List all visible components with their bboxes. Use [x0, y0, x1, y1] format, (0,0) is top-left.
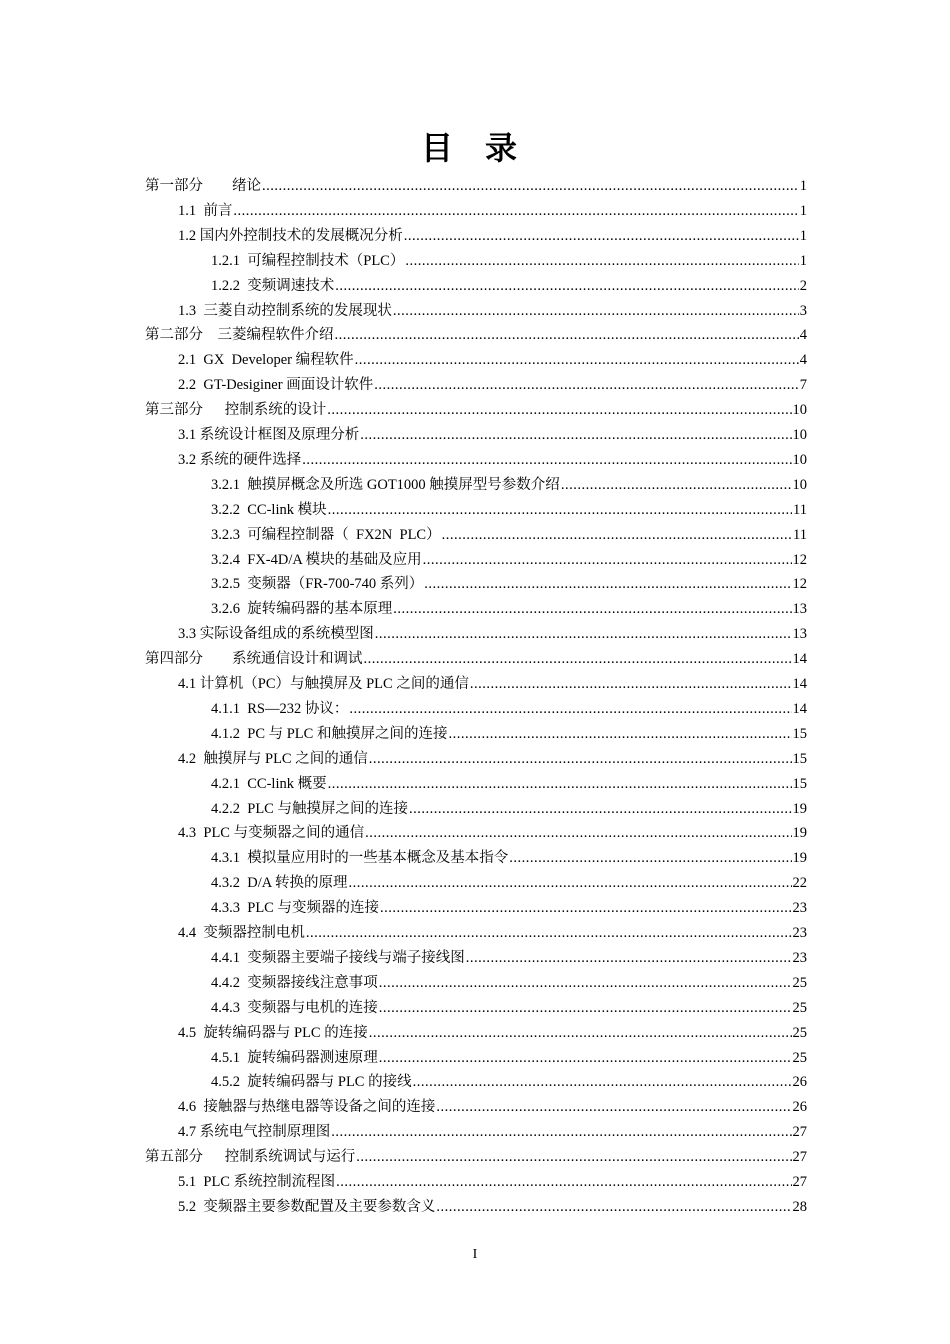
toc-entry[interactable] [211, 871, 807, 896]
toc-entry-page: 28 [792, 1198, 807, 1215]
toc-entry-title: 4.4.1 变频器主要端子接线与端子接线图 [211, 949, 465, 966]
toc-entry-page: 27 [792, 1174, 807, 1190]
toc-entry[interactable] [178, 1021, 807, 1046]
toc-entry[interactable] [211, 946, 807, 971]
toc-entry-title: 3.2.6 旋转编码器的基本原理 [211, 601, 393, 618]
toc-entry-title: 4.1.1 RS—232 协议： [211, 700, 349, 717]
toc-entry-title: 3.3 实际设备组成的系统模型图 [178, 626, 374, 643]
toc-entry-page: 23 [792, 949, 807, 966]
toc-dot-leader [380, 896, 792, 921]
toc-dot-leader [413, 1070, 792, 1095]
toc-entry[interactable] [178, 299, 807, 324]
toc-entry-page: 1 [799, 202, 807, 219]
toc-entry[interactable] [211, 498, 807, 523]
toc-entry-page: 2 [799, 277, 807, 294]
toc-title: 目 录 [420, 130, 529, 166]
toc-entry[interactable] [211, 274, 807, 299]
toc-entry[interactable] [178, 622, 807, 647]
toc-entry-title: 2.2 GT-Desiginer 画面设计软件 [178, 377, 374, 394]
toc-entry-page: 14 [792, 676, 807, 692]
toc-dot-leader [375, 622, 792, 647]
toc-entry[interactable] [178, 448, 807, 473]
toc-entry[interactable] [145, 1145, 807, 1170]
toc-entry-page: 19 [792, 825, 807, 842]
toc-entry[interactable] [178, 348, 807, 373]
toc-entry[interactable] [145, 174, 807, 199]
toc-dot-leader [409, 797, 792, 822]
toc-entry[interactable] [145, 323, 807, 348]
toc-entry-title: 4.3.2 D/A 转换的原理 [211, 875, 348, 892]
toc-entry-page: 27 [792, 1149, 807, 1166]
toc-entry-page: 10 [792, 427, 807, 443]
toc-dot-leader [306, 921, 792, 946]
toc-entry-page: 10 [792, 451, 807, 468]
toc-dot-leader [393, 597, 791, 622]
toc-entry-title: 2.1 GX Developer 编程软件 [178, 352, 354, 369]
toc-entry-page: 15 [792, 775, 807, 792]
toc-entry-page: 7 [799, 377, 807, 394]
toc-dot-leader [404, 224, 799, 249]
toc-entry-title: 4.2.1 CC-link 概要 [211, 775, 327, 792]
toc-dot-leader [328, 772, 792, 797]
toc-entry[interactable] [145, 647, 807, 672]
toc-entry[interactable] [211, 249, 807, 274]
toc-dot-leader [331, 1120, 791, 1145]
toc-dot-leader [379, 1046, 792, 1071]
toc-dot-leader [379, 996, 792, 1021]
toc-entry[interactable] [178, 672, 807, 697]
toc-entry[interactable] [178, 1195, 807, 1220]
toc-dot-leader [349, 697, 791, 722]
toc-entry-page: 27 [792, 1124, 807, 1141]
toc-entry-title: 4.5 旋转编码器与 PLC 的连接 [178, 1024, 368, 1041]
toc-entry-page: 13 [792, 601, 807, 618]
toc-entry-page: 25 [792, 999, 807, 1016]
toc-dot-leader [374, 373, 799, 398]
toc-dot-leader [360, 423, 791, 448]
toc-entry[interactable] [211, 1070, 807, 1095]
toc-dot-leader [328, 498, 792, 523]
toc-entry[interactable] [178, 747, 807, 772]
page-number-footer: I [472, 1247, 478, 1262]
toc-dot-leader [561, 473, 792, 498]
toc-dot-leader [423, 548, 792, 573]
toc-entry-title: 1.1 前言 [178, 202, 233, 219]
toc-entry-title: 第二部分 三菱编程软件介绍 [145, 327, 334, 344]
toc-entry[interactable] [211, 523, 807, 548]
toc-dot-leader [365, 821, 791, 846]
toc-entry-page: 1 [799, 252, 807, 269]
toc-entry-page: 12 [792, 576, 807, 593]
toc-entry[interactable] [211, 597, 807, 622]
toc-dot-leader [335, 274, 799, 299]
toc-entry-title: 3.2.3 可编程控制器（ FX2N PLC） [211, 526, 441, 543]
toc-entry-title: 4.7 系统电气控制原理图 [178, 1124, 331, 1141]
toc-entry-title: 4.4.3 变频器与电机的连接 [211, 999, 378, 1016]
toc-entry[interactable] [178, 423, 807, 448]
toc-entry[interactable] [211, 996, 807, 1021]
toc-entry-title: 5.1 PLC 系统控制流程图 [178, 1174, 336, 1190]
toc-entry-page: 4 [799, 327, 807, 344]
toc-dot-leader [424, 572, 791, 597]
toc-entry-title: 4.2.2 PLC 与触摸屏之间的连接 [211, 800, 408, 817]
toc-entry[interactable] [211, 846, 807, 871]
toc-entry-title: 1.3 三菱自动控制系统的发展现状 [178, 302, 392, 319]
toc-entry[interactable] [211, 572, 807, 597]
toc-entry-page: 11 [793, 526, 807, 543]
toc-entry-title: 4.1.2 PC 与 PLC 和触摸屏之间的连接 [211, 725, 448, 742]
toc-dot-leader [364, 647, 792, 672]
toc-entry-page: 12 [792, 551, 807, 568]
toc-entry-page: 19 [792, 850, 807, 867]
toc-entry-page: 23 [792, 925, 807, 941]
toc-dot-leader [349, 871, 792, 896]
toc-entry-page: 25 [792, 974, 807, 991]
toc-entry-title: 4.3.3 PLC 与变频器的连接 [211, 900, 379, 917]
toc-entry[interactable] [178, 1170, 807, 1195]
toc-entry-page: 25 [792, 1049, 807, 1066]
toc-entry-title: 3.2.4 FX-4D/A 模块的基础及应用 [211, 551, 422, 568]
toc-dot-leader [302, 448, 791, 473]
toc-entry[interactable] [178, 1095, 807, 1120]
toc-entry-page: 10 [792, 476, 807, 493]
toc-dot-leader [436, 1195, 791, 1220]
toc-dot-leader [355, 348, 799, 373]
toc-entry-title: 3.2 系统的硬件选择 [178, 451, 302, 468]
toc-dot-leader [369, 747, 792, 772]
toc-entry[interactable] [178, 224, 807, 249]
toc-entry[interactable] [211, 896, 807, 921]
toc-dot-leader [509, 846, 791, 871]
toc-entry-page: 3 [799, 302, 807, 319]
toc-entry[interactable] [211, 797, 807, 822]
toc-entry-page: 14 [792, 651, 807, 668]
toc-entry-page: 23 [792, 900, 807, 917]
toc-entry-title: 1.2.1 可编程控制技术（PLC） [211, 252, 405, 269]
toc-entry-title: 3.2.2 CC-link 模块 [211, 501, 327, 518]
toc-dot-leader [405, 249, 798, 274]
toc-dot-leader [336, 1170, 791, 1195]
toc-dot-leader [470, 672, 792, 697]
toc-entry-title: 4.3 PLC 与变频器之间的通信 [178, 825, 365, 842]
toc-dot-leader [436, 1095, 791, 1120]
toc-dot-leader [448, 722, 791, 747]
toc-entry[interactable] [178, 373, 807, 398]
toc-dot-leader [393, 299, 799, 324]
toc-entry-page: 15 [792, 750, 807, 767]
toc-entry-page: 11 [793, 501, 807, 518]
toc-entry[interactable] [145, 398, 807, 423]
toc-entry-page: 1 [799, 227, 807, 244]
toc-entry-title: 3.1 系统设计框图及原理分析 [178, 427, 360, 443]
toc-entry-title: 4.2 触摸屏与 PLC 之间的通信 [178, 750, 368, 767]
toc-dot-leader [262, 174, 799, 199]
toc-entry-title: 3.2.1 触摸屏概念及所选 GOT1000 触摸屏型号参数介绍 [211, 476, 560, 493]
toc-entry-title: 4.3.1 模拟量应用时的一些基本概念及基本指令 [211, 850, 509, 867]
toc-dot-leader [327, 398, 791, 423]
toc-entry-page: 10 [792, 402, 807, 419]
toc-entry-title: 1.2 国内外控制技术的发展概况分析 [178, 227, 403, 244]
toc-entry-title: 第五部分 控制系统调试与运行 [145, 1149, 356, 1166]
toc-entry-title: 3.2.5 变频器（FR-700-740 系列） [211, 576, 424, 593]
toc-entry-title: 第四部分 系统通信设计和调试 [145, 651, 363, 668]
toc-entry[interactable] [211, 722, 807, 747]
toc-entry[interactable] [211, 473, 807, 498]
toc-dot-leader [369, 1021, 792, 1046]
toc-entry-title: 4.1 计算机（PC）与触摸屏及 PLC 之间的通信 [178, 676, 469, 692]
toc-entry-page: 13 [792, 626, 807, 643]
toc-entry-page: 25 [792, 1024, 807, 1041]
toc-entry[interactable] [211, 971, 807, 996]
toc-dot-leader [466, 946, 792, 971]
toc-entry[interactable] [178, 921, 807, 946]
toc-entry-title: 4.5.2 旋转编码器与 PLC 的接线 [211, 1074, 412, 1091]
toc-entry-title: 第一部分 绪论 [145, 178, 261, 194]
toc-entry-page: 1 [799, 178, 807, 194]
toc-entry[interactable] [178, 1120, 807, 1145]
toc-entry-title: 第三部分 控制系统的设计 [145, 402, 327, 419]
toc-dot-leader [442, 523, 792, 548]
toc-entry-page: 15 [792, 725, 807, 742]
toc-entry-title: 1.2.2 变频调速技术 [211, 277, 335, 294]
toc-dot-leader [356, 1145, 791, 1170]
toc-entry-title: 5.2 变频器主要参数配置及主要参数含义 [178, 1198, 436, 1215]
toc-entry-title: 4.4.2 变频器接线注意事项 [211, 974, 378, 991]
toc-entry[interactable] [211, 772, 807, 797]
toc-dot-leader [233, 199, 798, 224]
toc-entry-page: 4 [799, 352, 807, 369]
toc-entry-title: 4.6 接触器与热继电器等设备之间的连接 [178, 1099, 436, 1116]
toc-entry-page: 19 [792, 800, 807, 817]
toc-dot-leader [379, 971, 792, 996]
toc-entry-title: 4.4 变频器控制电机 [178, 925, 305, 941]
toc-entry-page: 22 [792, 875, 807, 892]
toc-entry[interactable] [211, 1046, 807, 1071]
toc-entry-title: 4.5.1 旋转编码器测速原理 [211, 1049, 378, 1066]
toc-entry[interactable] [211, 697, 807, 722]
toc-entry-page: 26 [792, 1074, 807, 1091]
toc-entry[interactable] [211, 548, 807, 573]
toc-dot-leader [335, 323, 799, 348]
toc-entry[interactable] [178, 199, 807, 224]
toc-entry-page: 26 [792, 1099, 807, 1116]
toc-entry[interactable] [178, 821, 807, 846]
toc-entry-page: 14 [792, 700, 807, 717]
